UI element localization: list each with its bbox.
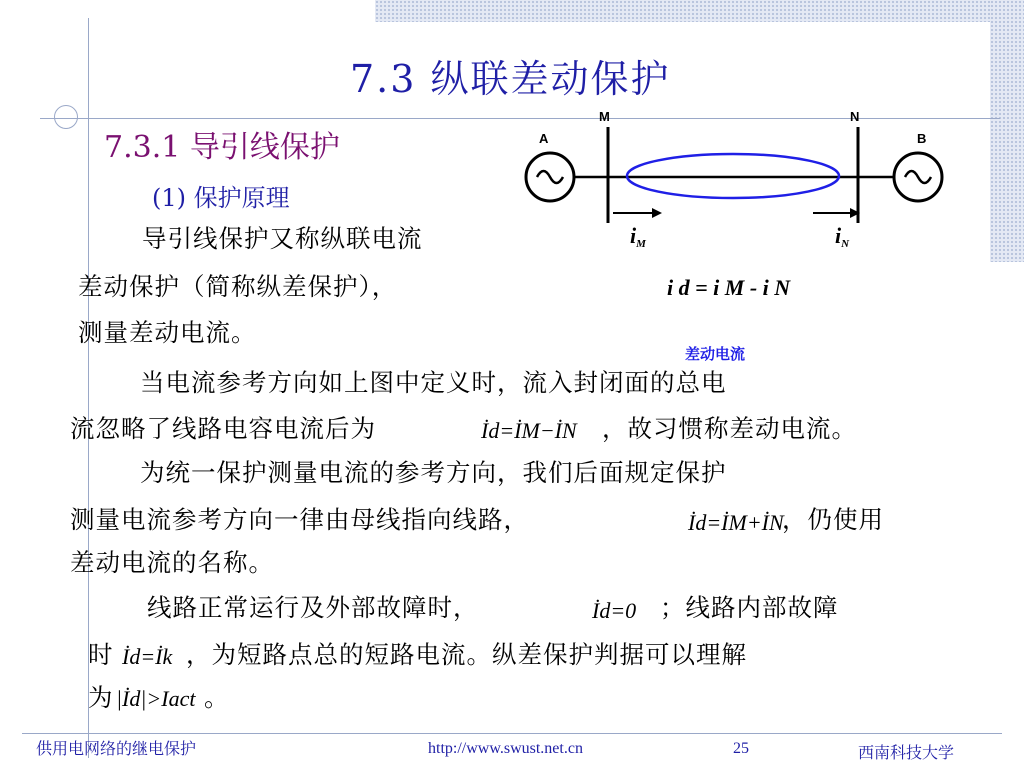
footer-divider [22, 733, 1002, 734]
right-dotted-band [990, 0, 1024, 262]
diagram-caption: 差动电流 [685, 346, 746, 363]
formula-text: İd=0 [592, 598, 637, 623]
footer-url[interactable]: http://www.swust.net.cn [428, 740, 583, 757]
label-m: M [599, 109, 610, 124]
diagram-formula: i d = i M - i N [667, 275, 791, 300]
formula-fault-current [122, 644, 172, 670]
label-b: B [917, 131, 927, 146]
para4-line3-post: 。 [204, 683, 230, 712]
formula-text: İd=İM+İN [688, 510, 784, 535]
formula-text: |İd|>Iact [116, 686, 196, 711]
para1-line2: 差动保护（简称纵差保护）， [78, 272, 398, 301]
para3-line2-pre: 测量电流参考方向一律由母线指向线路， [70, 505, 529, 534]
para4-line2-pre: 时 [88, 640, 114, 669]
source-a-sine-icon [537, 171, 563, 183]
section-heading: 7.3.1 导引线保护 [104, 130, 340, 165]
footer-page-number: 25 [733, 740, 749, 757]
para4-line1-pre: 线路正常运行及外部故障时， [147, 593, 479, 622]
para3-line2-post: ，仍使用 [782, 505, 884, 534]
footer-university: 西南科技大学 [858, 745, 955, 762]
para3-line3: 差动电流的名称。 [70, 548, 274, 577]
para2-line1: 当电流参考方向如上图中定义时，流入封闭面的总电 [140, 368, 727, 397]
para1-line3: 测量差动电流。 [78, 318, 257, 347]
formula-diff-current-sum [688, 510, 784, 536]
formula-diff-current [481, 418, 577, 444]
para4-line3-pre: 为 [88, 683, 114, 712]
source-b-sine-icon [905, 171, 931, 183]
para1-line1: 导引线保护又称纵联电流 [142, 224, 423, 253]
label-im: iM [630, 223, 646, 250]
para2-line2-pre: 流忽略了线路电容电流后为 [70, 414, 376, 443]
para4-line1-post: ；线路内部故障 [660, 593, 839, 622]
line-differential-diagram [515, 105, 950, 370]
top-dotted-band [375, 0, 1000, 22]
footer-course: 供用电网络的继电保护 [36, 741, 197, 758]
label-a: A [539, 131, 549, 146]
formula-text: İd=İk [122, 644, 173, 669]
formula-text: İd=İM−İN [481, 418, 577, 443]
label-in: iN [835, 223, 850, 250]
para3-line1: 为统一保护测量电流的参考方向，我们后面规定保护 [140, 458, 727, 487]
formula-criterion [116, 686, 195, 712]
slide-title: 7.3 纵联差动保护 [350, 57, 671, 101]
formula-zero [592, 598, 636, 624]
arrow-im-head [652, 208, 662, 218]
para2-line2-post: ，故习惯称差动电流。 [602, 414, 857, 443]
decor-circle [54, 105, 78, 129]
para4-line2-post: ，为短路点总的短路电流。纵差保护判据可以理解 [186, 640, 747, 669]
subsection-heading: (1) 保护原理 [152, 184, 290, 212]
label-n: N [850, 109, 860, 124]
